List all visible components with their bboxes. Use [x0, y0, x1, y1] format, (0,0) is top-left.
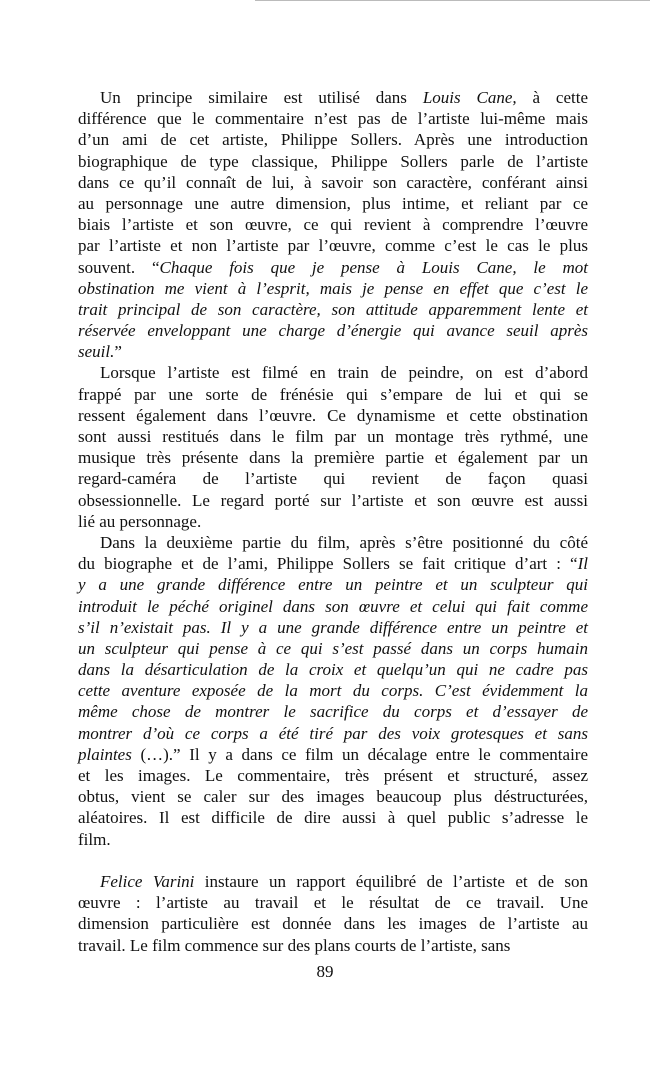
body-text: Dans la deuxième partie du film, après s’être positionné du côté	[100, 532, 588, 552]
text-line	[78, 214, 588, 235]
text-line	[78, 596, 588, 617]
text-line	[78, 829, 588, 850]
text-line	[78, 341, 588, 362]
text-line	[78, 553, 588, 574]
italic-quote-text: trait principal de son caractère, son attitude apparemment lente et	[78, 299, 588, 319]
body-text: et les images. Le commentaire, très présent et structuré, assez	[78, 766, 588, 785]
text-line	[78, 257, 588, 278]
body-text: biographique de type classique, Philippe Sollers parle de l’artiste	[78, 151, 588, 171]
body-text: d’un ami de cet artiste, Philippe Sollers. Après une introduction	[78, 130, 588, 150]
text-line	[78, 723, 588, 744]
body-text: frappé par une sorte de frénésie qui s’empare de lui et qui se	[78, 384, 588, 404]
body-text: obsessionnelle. Le regard porté sur l’artiste et son œuvre est aussi	[78, 490, 588, 510]
text-line	[78, 320, 588, 341]
text-line	[78, 193, 588, 214]
body-text: à cette	[516, 88, 588, 107]
italic-quote-text: Felice Varini	[100, 871, 195, 891]
paragraph	[78, 362, 588, 532]
text-line	[78, 617, 588, 638]
body-text: dans ce qu’il connaît de lui, à savoir son caractère, conférant ainsi	[78, 172, 588, 192]
italic-quote-text: introduit le péché originel dans son œuvre et celui qui fait comme	[78, 596, 588, 616]
body-text: différence que le commentaire n’est pas de l’artiste lui-même mais	[78, 109, 588, 129]
text-line	[78, 235, 588, 256]
paragraph	[78, 532, 588, 850]
text-line	[78, 362, 588, 383]
text-line	[78, 405, 588, 426]
scan-top-rule	[255, 0, 650, 1]
text-line	[78, 659, 588, 680]
text-line	[78, 680, 588, 701]
text-line	[78, 384, 588, 405]
body-text: ”	[114, 342, 122, 362]
text-line	[78, 935, 588, 956]
text-line	[78, 87, 588, 108]
body-text: instaure un rapport équilibré de l’artiste et de son	[194, 871, 588, 891]
document-body	[78, 87, 588, 956]
body-text: film.	[78, 829, 111, 849]
text-line	[78, 129, 588, 150]
text-line	[78, 151, 588, 172]
body-text: au personnage une autre dimension, plus intime, et reliant par ce	[78, 193, 588, 213]
body-text: souvent. “	[78, 257, 160, 277]
body-text: lié au personnage.	[78, 511, 202, 531]
italic-quote-text: seuil.	[78, 342, 115, 362]
italic-quote-text: Louis Cane,	[422, 88, 517, 107]
text-line	[78, 807, 588, 828]
body-text: biais l’artiste et son œuvre, ce qui revient à comprendre l’œuvre	[78, 215, 588, 235]
body-text: musique très présente dans la première partie et également par un	[78, 448, 588, 468]
page-number: 89	[316, 962, 334, 981]
text-line	[78, 786, 588, 807]
italic-quote-text: réservée enveloppant une charge d’énergie qui avance seuil après	[78, 321, 588, 341]
body-text: du biographe et de l’ami, Philippe Sollers se fait critique d’art : “	[78, 554, 578, 574]
body-text: par l’artiste et non l’artiste par l’œuvre, comme c’est le cas le plus	[78, 236, 588, 256]
italic-quote-text: y a une grande différence entre un peintre et un sculpteur qui	[78, 575, 588, 595]
body-text: obtus, vient se caler sur des images beaucoup plus déstructurées,	[78, 787, 588, 807]
body-text: aléatoires. Il est difficile de dire aussi à quel public s’adresse le	[78, 808, 588, 828]
text-line	[78, 638, 588, 659]
text-line	[78, 172, 588, 193]
text-line	[78, 108, 588, 129]
italic-quote-text: même chose de montrer le sacrifice du corps et d’essayer de	[78, 702, 588, 722]
text-line	[78, 913, 588, 934]
text-line	[78, 468, 588, 489]
body-text: dimension particulière est donnée dans les images de l’artiste au	[78, 914, 588, 934]
text-line	[78, 765, 588, 786]
italic-quote-text: Il	[577, 554, 588, 574]
paragraph	[78, 871, 588, 956]
body-text: œuvre : l’artiste au travail et le résultat de ce travail. Une	[78, 893, 588, 913]
text-line	[78, 511, 588, 532]
italic-quote-text: plaintes	[78, 744, 132, 764]
text-line	[78, 701, 588, 722]
italic-quote-text: dans la désarticulation de la croix et quelqu’un qui ne cadre pas	[78, 660, 588, 680]
body-text: sont aussi restitués dans le film par un montage très rythmé, une	[78, 427, 588, 446]
text-line	[78, 426, 588, 447]
body-text: travail. Le film commence sur des plans courts de l’artiste, sans	[78, 935, 511, 955]
text-line	[78, 532, 588, 553]
text-line	[78, 278, 588, 299]
body-text: (…).” Il y a dans ce film un décalage entre le commentaire	[131, 744, 588, 764]
text-line	[78, 892, 588, 913]
paragraph	[78, 87, 588, 362]
text-line	[78, 744, 588, 765]
text-line	[78, 871, 588, 892]
text-line	[78, 490, 588, 511]
body-text: Un principe similaire est utilisé dans	[100, 88, 423, 107]
paragraph-spacer	[78, 850, 588, 871]
text-line	[78, 299, 588, 320]
text-line	[78, 447, 588, 468]
body-text: regard-caméra de l’artiste qui revient de façon quasi	[78, 469, 588, 489]
italic-quote-text: s’il n’existait pas. Il y a une grande différence entre un peintre et	[78, 617, 588, 637]
italic-quote-text: Chaque fois que je pense à Louis Cane, le mot	[159, 257, 588, 277]
italic-quote-text: cette aventure exposée de la mort du corps. C’est évidemment la	[78, 681, 588, 701]
italic-quote-text: montrer d’où ce corps a été tiré par des voix grotesques et sans	[78, 723, 588, 743]
body-text: Lorsque l’artiste est filmé en train de peindre, on est d’abord	[100, 363, 588, 383]
text-line	[78, 574, 588, 595]
italic-quote-text: obstination me vient à l’esprit, mais je pense en effet que c’est le	[78, 278, 588, 298]
italic-quote-text: un sculpteur qui pense à ce qui s’est passé dans un corps humain	[78, 638, 588, 658]
body-text: ressent également dans l’œuvre. Ce dynamisme et cette obstination	[78, 405, 588, 425]
